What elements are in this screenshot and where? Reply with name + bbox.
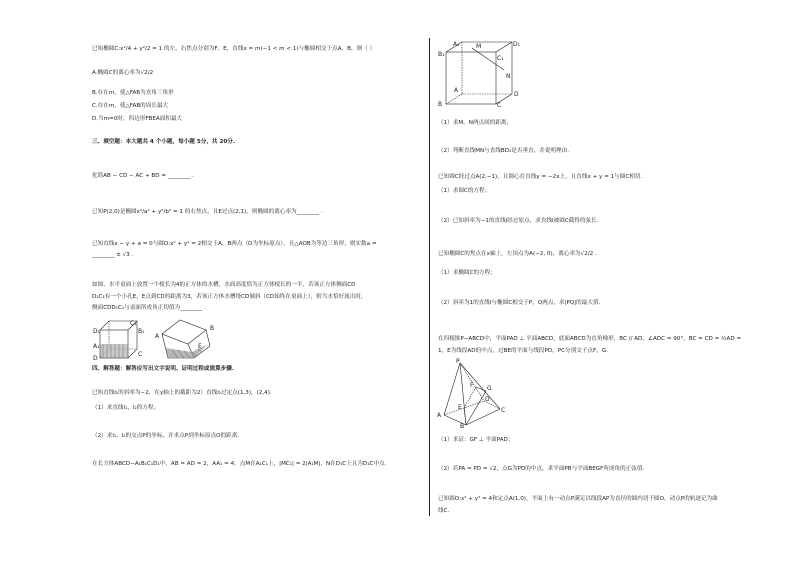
cuboid-figure <box>436 38 526 108</box>
tank-label-3: A₁ <box>93 343 100 350</box>
cuboid-label-10: C <box>497 102 502 108</box>
pyramid-label-8: C <box>501 407 506 414</box>
tank-label-1: D₁ <box>93 328 101 335</box>
tank-label-9: E <box>198 343 202 350</box>
option-b: B.存在m，使△FAB为直角三角形 <box>92 90 174 96</box>
cuboid-label-6: N <box>506 73 511 80</box>
question-17-part-1: （1）求直线l₁，l₂的方程； <box>92 405 160 411</box>
question-20-part-1: （1）求椭圆C的方程； <box>438 270 496 276</box>
cuboid-label-1: A₁ <box>453 41 460 48</box>
fill-question-4-line3: 侧面CDD₁C₁与桌面所成角正切值为________ . <box>92 305 206 311</box>
question-19-part-2: （2）已知斜率为−1的直线l经过原点，求直线l被圆C截得的弦长. <box>438 218 599 224</box>
cuboid-label-2: M <box>476 43 482 50</box>
fill-question-3-line1: 已知直线x − y + a = 0与圆O:x² + y² = 2相交于A，B两点（O为坐标原点），且△AOB为等边三角形，则实数a = <box>92 241 377 247</box>
pyramid-label-2: G <box>487 385 492 392</box>
option-a: A.椭圆C的离心率为√2/2 <box>92 70 154 76</box>
question-17-stem: 已知直线l₁的斜率为−2，在y轴上的截距为2）直线l₂过定点(1,3)，(2,4). <box>92 390 272 396</box>
question-22-stem-line2: 线C. <box>438 508 450 514</box>
question-21-stem-line1: 在四棱锥P−ABCD中，平面PAD ⊥ 平面ABCD，底面ABCD为直角梯形，BC // AD，∠ADC = 90°，BC = CD = ½AD = <box>438 336 742 342</box>
pyramid-label-7: B <box>460 423 465 429</box>
option-c: C.存在m，使△FAB的周长最大 <box>92 103 169 109</box>
tank-label-5: D <box>93 355 98 362</box>
question-19-stem: 已知圆C经过点A(2,−1)，且圆心在直线y = −2x上，且直线x + y = 1与圆C相切. <box>438 174 643 180</box>
pyramid-label-1: P <box>456 358 460 365</box>
column-divider <box>429 38 430 516</box>
question-21-part-1: （1）求证：GF ⊥ 平面PAD； <box>438 437 514 443</box>
section-solve-heading: 四、解答题：解答应写出文字说明、证明过程或演算步骤. <box>92 366 234 372</box>
fill-question-1: 化简AB − CD − AC + BD = ________ . <box>92 173 194 179</box>
fill-question-4-line2: D₁C₁有一个小孔E，E点到CD的距离为3，若该正方体水槽绕CD倾斜（CD始终在桌面上），则当水恰好流出时， <box>92 294 367 300</box>
question-20-stem: 已知椭圆C的焦点在x轴上，左顶点为A(−2, 0)，离心率为√2/2 . <box>438 251 597 257</box>
cuboid-label-8: D <box>514 91 519 98</box>
question-21-part-2: （2）若PA = PD = √2，点G为PD的中点，求平面PB与平面BEGF所成角的正弦值. <box>438 466 645 472</box>
question-20-part-2: （2）斜率为1的直线l与椭圆C相交于P，Q两点，求|PQ|的最大值. <box>438 300 601 306</box>
question-17-part-2: （2）求l₁，l₂的交点P的坐标，并求点P到坐标原点O的距离. <box>92 433 240 439</box>
pyramid-label-3: F <box>470 382 474 389</box>
cuboid-label-9: B <box>438 101 443 108</box>
cuboid-label-3: D₁ <box>513 41 521 48</box>
option-d: D.当m=0时，四边形FBEA面积最大 <box>92 116 183 122</box>
fill-question-3-line2: ________ ± √3 . <box>92 252 134 258</box>
pyramid-label-5: E <box>458 404 462 411</box>
question-19-part-1: （1）求圆C的方程； <box>438 188 491 194</box>
fill-question-2: 已知P(2,0)是椭圆x²/a² + y²/b² = 1 的右焦点，且E过点(2,1)，则椭圆的离心率为________ . <box>92 209 323 215</box>
question-18-stem: 在长方体ABCD−A₁B₁C₁D₁中，AB = AD = 2，AA₁ = 4，点M在A₁C₁上，|MC₁| = 2|A₁M|，N在D₁C上且为D₁C中点. <box>92 461 387 467</box>
section-fill-in-heading: 三、填空题：本大题共 4 个小题，每小题 5分，共 20分. <box>92 139 235 145</box>
pyramid-label-4: A <box>437 412 442 419</box>
question-18-part-2: （2）判断直线MN与直线BD₁是否垂直，并说明理由. <box>438 148 570 154</box>
fill-question-4-line1: 如图，水平桌面上放置一个棱长为4的正方体的水槽，水面高度恰为正方体棱长的一半，若该正方体侧面CD <box>92 282 356 288</box>
water-tank-figure <box>92 316 217 362</box>
tank-label-6: C <box>138 351 143 358</box>
pyramid-label-6: D <box>485 396 490 403</box>
cuboid-label-4: B₁ <box>438 51 445 58</box>
tank-label-8: B <box>210 325 215 332</box>
tank-label-7: A <box>155 333 160 340</box>
tank-label-2: C₁ <box>130 320 137 327</box>
question-22-stem-line1: 已知圆O:x² + y² = 4和定点A(1,0)，平面上有一动点P满足以线段AP为直径的圆内切于圆O，动点P的轨迹记为曲 <box>438 496 718 502</box>
question-18-part-1: （1）求M、N两点间的距离； <box>438 120 513 126</box>
question-ellipse-line: 已知椭圆C:x²/4 + y²/2 = 1 的左、右焦点分别为F、E，直线x = m(−1 < m < 1)与椭圆相交于点A、B，则（ ） <box>92 46 376 52</box>
pyramid-figure <box>436 357 508 429</box>
cuboid-label-7: A <box>454 87 459 94</box>
tank-label-4: B₁ <box>138 328 145 335</box>
cuboid-label-5: C₁ <box>497 55 504 62</box>
question-21-stem-line2: 1，E为线段AD的中点，过BE的平面与线段PD，PC分别交于点F，G. <box>438 348 608 354</box>
